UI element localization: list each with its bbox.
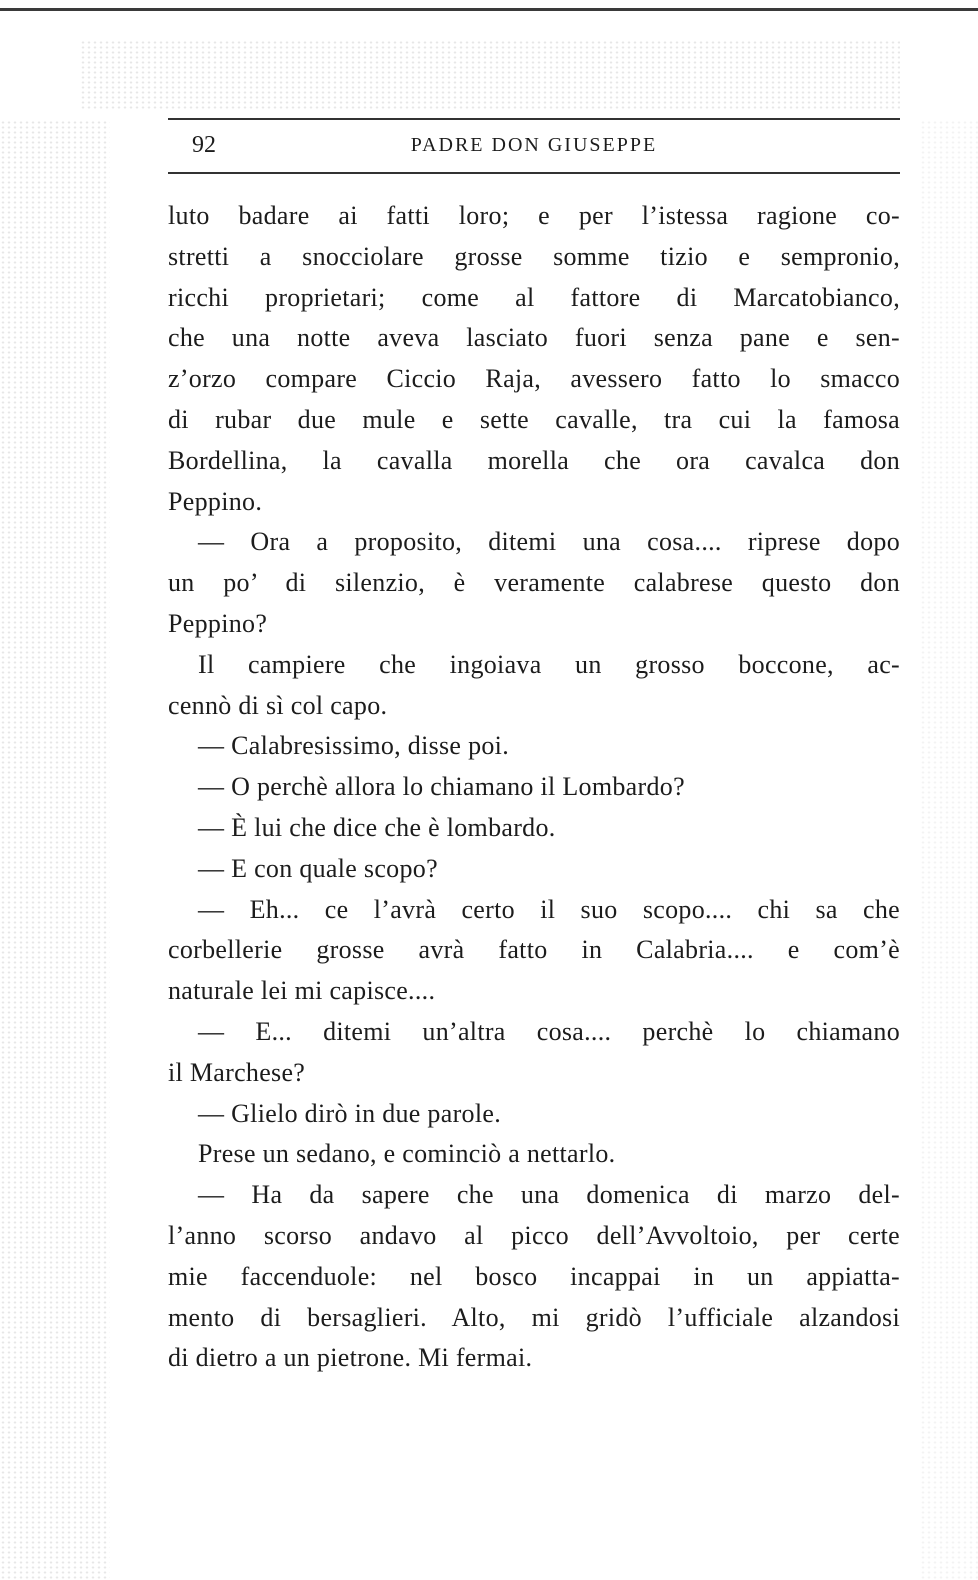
running-title: PADRE DON GIUSEPPE bbox=[410, 134, 658, 156]
page-number: 92 bbox=[192, 132, 216, 158]
header-rule-top bbox=[168, 118, 900, 120]
text-line: — E con quale scopo? bbox=[198, 853, 438, 883]
text-line: di rubar due mule e sette cavalle, tra cui la famosa bbox=[168, 404, 900, 434]
body-text bbox=[168, 196, 900, 1379]
text-line: corbellerie grosse avrà fatto in Calabria.... e com’è bbox=[168, 935, 900, 965]
text-line: Peppino. bbox=[168, 486, 263, 516]
print-speckle bbox=[80, 40, 900, 110]
text-line: che una notte aveva lasciato fuori senza pane e sen- bbox=[168, 323, 900, 353]
page-header bbox=[168, 118, 900, 174]
text-line: Il campiere che ingoiava un grosso boccone, ac- bbox=[198, 649, 900, 679]
text-line: — Ora a proposito, ditemi una cosa.... riprese dopo bbox=[198, 527, 900, 557]
text-line: luto badare ai fatti loro; e per l’istessa ragione co- bbox=[168, 201, 900, 230]
text-line: — Ha da sapere che una domenica di marzo del- bbox=[198, 1180, 900, 1210]
text-line: cennò di sì col capo. bbox=[168, 690, 388, 720]
margin-speckle-left bbox=[0, 120, 110, 1580]
text-line: ricchi proprietari; come al fattore di Marcatobianco, bbox=[168, 282, 900, 312]
text-line: — È lui che dice che è lombardo. bbox=[198, 812, 556, 842]
text-line: Prese un sedano, e cominciò a nettarlo. bbox=[198, 1139, 616, 1169]
text-line: mento di bersaglieri. Alto, mi gridò l’ufficiale alzandosi bbox=[168, 1302, 900, 1332]
text-line: stretti a snocciolare grosse somme tizio e sempronio, bbox=[168, 241, 900, 271]
header-rule-bottom bbox=[168, 172, 900, 174]
text-line: Bordellina, la cavalla morella che ora cavalca don bbox=[168, 445, 900, 475]
text-line: — Glielo dirò in due parole. bbox=[198, 1098, 501, 1128]
page-top-edge bbox=[0, 8, 978, 11]
text-line: un po’ di silenzio, è veramente calabrese questo don bbox=[168, 568, 900, 598]
text-line: mie faccenduole: nel bosco incappai in un appiatta- bbox=[168, 1261, 900, 1291]
text-line: il Marchese? bbox=[168, 1057, 306, 1087]
text-line: — E... ditemi un’altra cosa.... perchè lo chiamano bbox=[198, 1016, 900, 1046]
text-line: naturale lei mi capisce.... bbox=[168, 976, 436, 1006]
text-line: Peppino? bbox=[168, 608, 268, 638]
text-line: z’orzo compare Ciccio Raja, avessero fatto lo smacco bbox=[168, 364, 900, 394]
text-line: di dietro a un pietrone. Mi fermai. bbox=[168, 1343, 533, 1373]
text-line: — O perchè allora lo chiamano il Lombardo? bbox=[198, 772, 685, 802]
margin-speckle-right bbox=[920, 120, 978, 1580]
text-line: — Calabresissimo, disse poi. bbox=[198, 731, 509, 761]
text-line: l’anno scorso andavo al picco dell’Avvoltoio, per certe bbox=[168, 1220, 900, 1250]
text-line: — Eh... ce l’avrà certo il suo scopo.... chi sa che bbox=[198, 894, 900, 924]
